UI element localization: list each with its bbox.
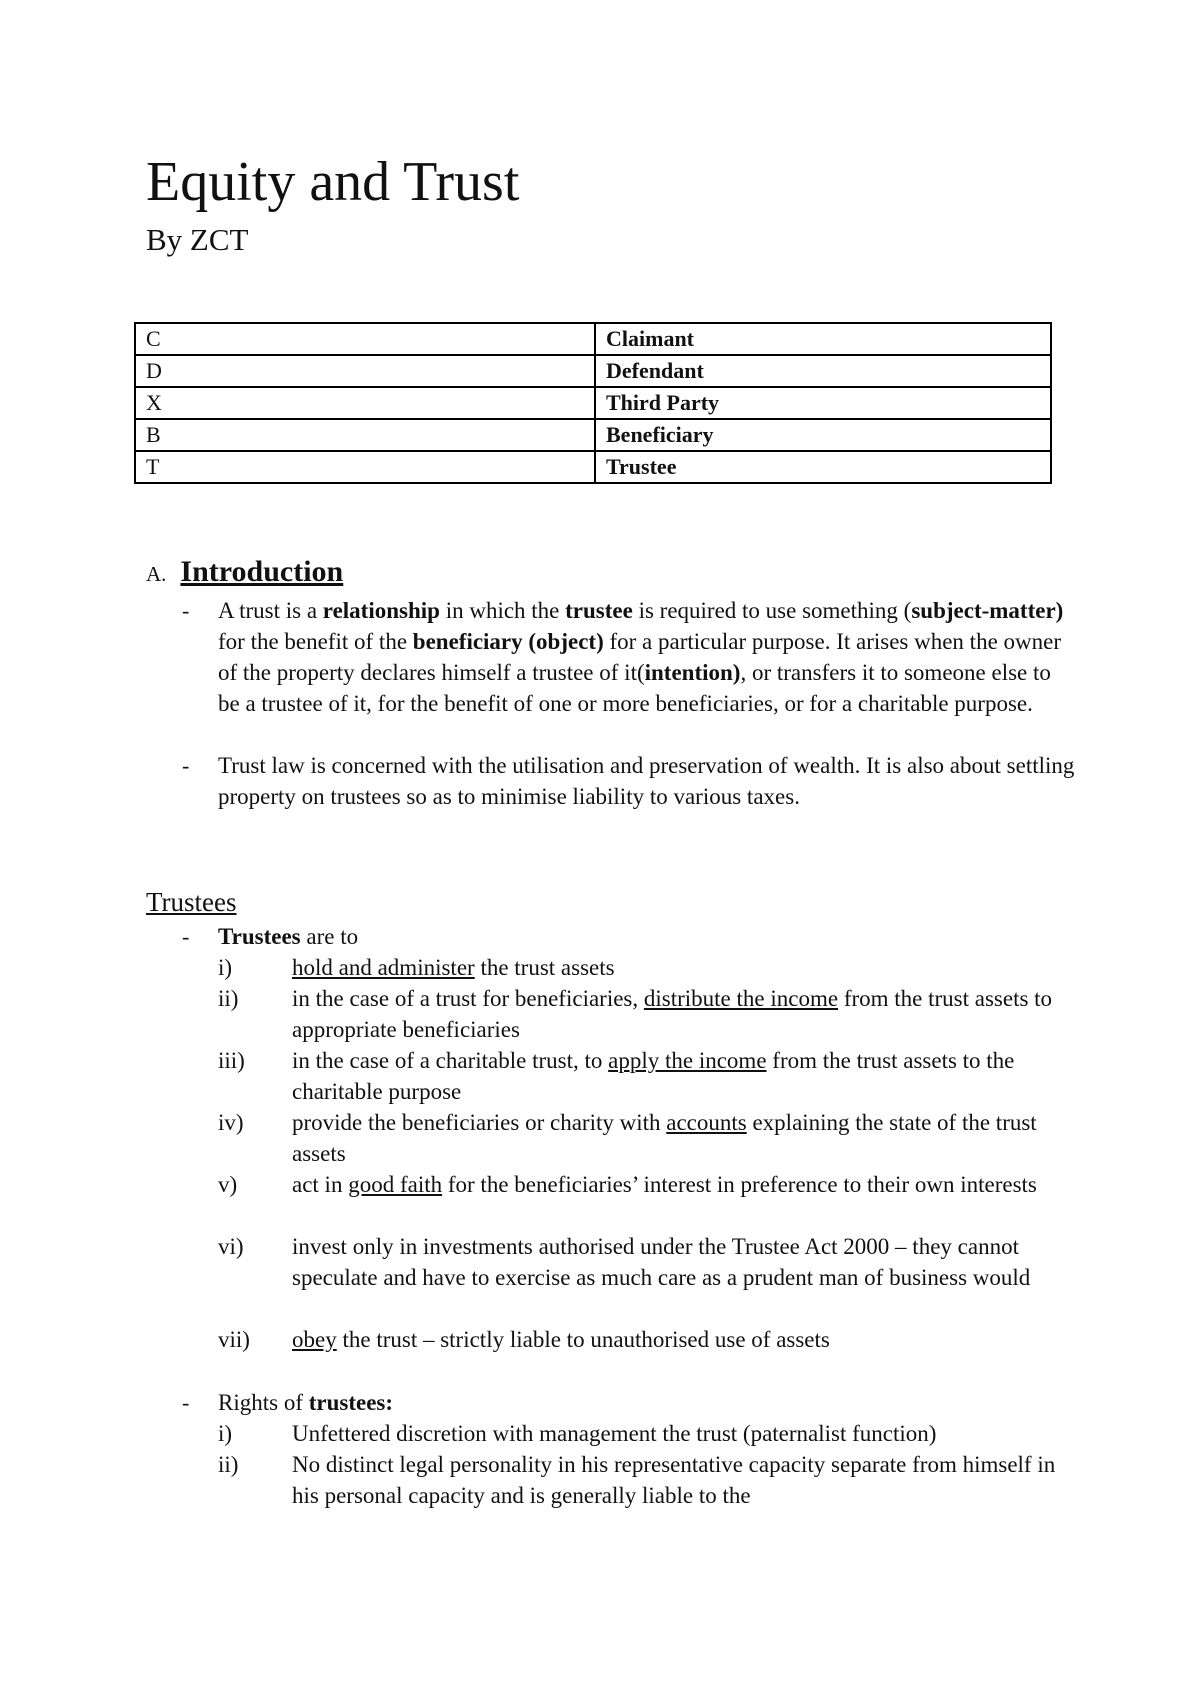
bullet-dash: -	[182, 924, 190, 949]
table-row	[135, 323, 1051, 355]
author-byline: By ZCT	[146, 222, 249, 257]
table-row	[135, 419, 1051, 451]
abbr-key: X	[135, 387, 595, 419]
abbr-value: Third Party	[595, 387, 1051, 419]
intro-paragraph-1: A trust is a relationship in which the trustee is required to use something (subject-matter) for the benefit of the beneficiary (object) for a particular purpose. It arises when the owner of the property declares himself a trustee of it(intention), or transfers it to someone else to be a trustee of it, for the benefit of one or more beneficiaries, or for a charitable purpose.	[218, 598, 1064, 716]
document-title: Equity and Trust	[146, 151, 520, 213]
abbr-key: D	[135, 355, 595, 387]
list-number: i)	[218, 955, 233, 980]
trustees-heading: Trustees	[146, 887, 237, 917]
section-letter: A.	[146, 562, 167, 586]
abbr-value: Defendant	[595, 355, 1051, 387]
bullet-dash: -	[182, 753, 190, 778]
bullet-dash: -	[182, 598, 190, 623]
section-title: Introduction	[180, 555, 344, 588]
list-item: in the case of a trust for beneficiaries, distribute the income from the trust assets to appropriate beneficiaries	[292, 986, 1053, 1042]
list-number: v)	[218, 1172, 238, 1197]
abbr-value: Claimant	[595, 323, 1051, 355]
list-item: hold and administer the trust assets	[292, 955, 615, 980]
list-number: iv)	[218, 1110, 244, 1135]
intro-paragraph-2: Trust law is concerned with the utilisation and preservation of wealth. It is also about settling property on trustees so as to minimise liability to various taxes.	[218, 753, 1075, 809]
list-item: obey the trust – strictly liable to unauthorised use of assets	[292, 1327, 830, 1352]
list-item: invest only in investments authorised under the Trustee Act 2000 – they cannot speculate and have to exercise as much care as a prudent man of business would	[292, 1234, 1031, 1290]
table-row	[135, 355, 1051, 387]
abbr-value: Beneficiary	[595, 419, 1051, 451]
list-item: provide the beneficiaries or charity with accounts explaining the state of the trust assets	[292, 1110, 1037, 1166]
abbr-key: T	[135, 451, 595, 483]
trustees-intro: Trustees are to	[218, 924, 359, 949]
abbr-key: C	[135, 323, 595, 355]
list-number: ii)	[218, 986, 239, 1011]
list-item: act in good faith for the beneficiaries’ interest in preference to their own interests	[292, 1172, 1037, 1197]
section-heading-introduction	[146, 552, 343, 594]
abbr-key: B	[135, 419, 595, 451]
list-number: iii)	[218, 1048, 245, 1073]
list-item: Unfettered discretion with management the trust (paternalist function)	[292, 1421, 937, 1446]
list-item: No distinct legal personality in his representative capacity separate from himself in his personal capacity and is generally liable to the	[292, 1452, 1056, 1508]
list-item: in the case of a charitable trust, to apply the income from the trust assets to the charitable purpose	[292, 1048, 1015, 1104]
list-number: i)	[218, 1421, 233, 1446]
list-number: vii)	[218, 1327, 250, 1352]
table-row	[135, 387, 1051, 419]
rights-of-trustees: Rights of trustees:	[218, 1390, 394, 1415]
bullet-dash: -	[182, 1390, 190, 1415]
list-number: ii)	[218, 1452, 239, 1477]
table-row	[135, 451, 1051, 483]
abbreviations-table	[134, 322, 1052, 484]
list-number: vi)	[218, 1234, 244, 1259]
abbr-value: Trustee	[595, 451, 1051, 483]
